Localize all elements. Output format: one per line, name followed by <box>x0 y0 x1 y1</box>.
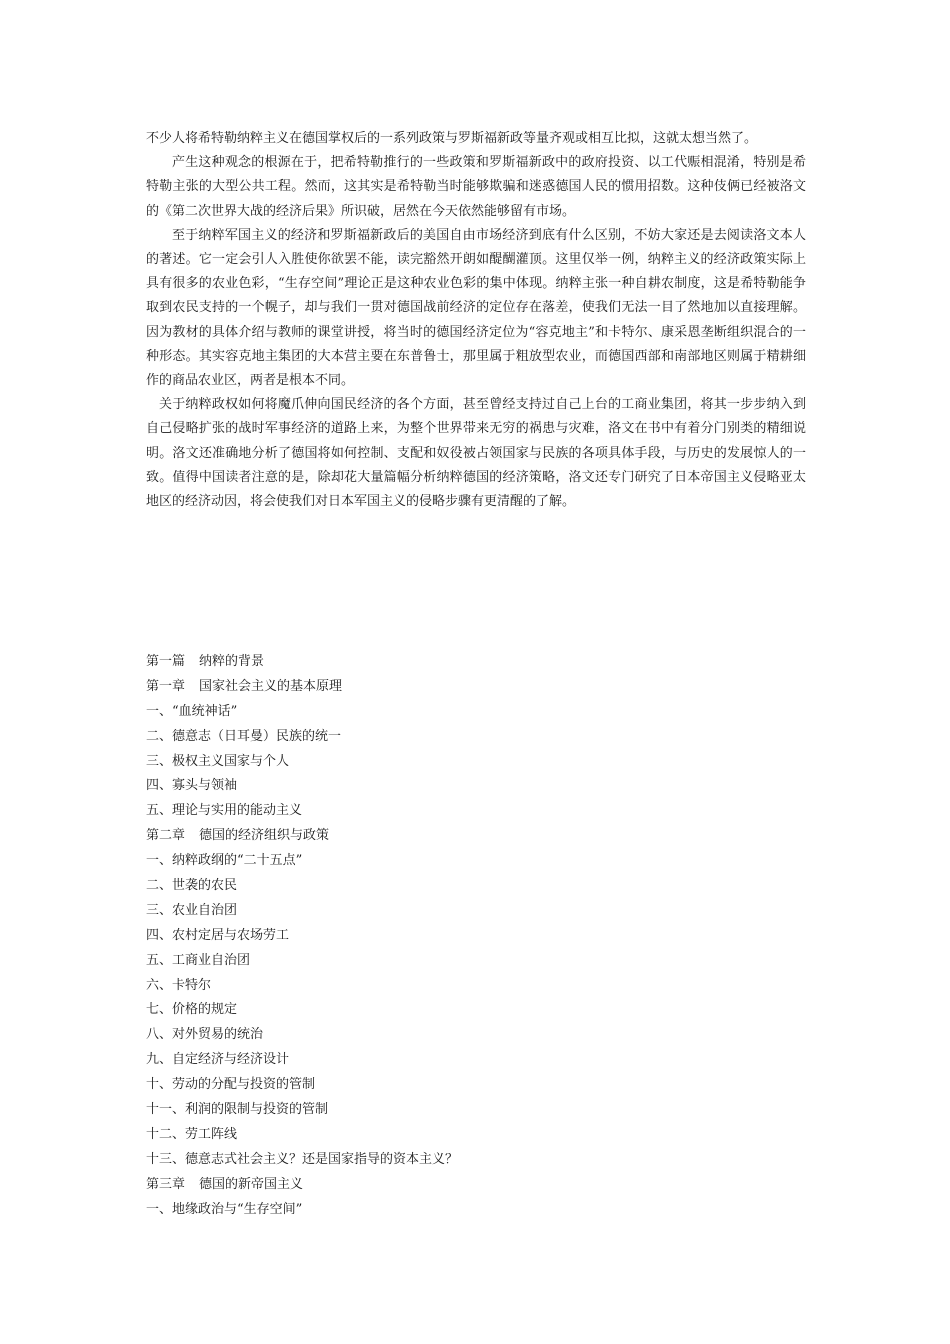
toc-number: 第二章 <box>146 828 186 844</box>
toc-number: 二、 <box>146 728 173 744</box>
toc-title: 德国的经济组织与政策 <box>199 828 330 844</box>
toc-item <box>146 700 806 725</box>
toc-number: 五、 <box>146 803 173 819</box>
toc-item <box>146 799 806 824</box>
toc-title: 价格的规定 <box>172 1002 238 1018</box>
toc-number: 一、 <box>146 853 173 869</box>
toc-item <box>146 1148 806 1173</box>
toc-title: 对外贸易的统治 <box>172 1027 264 1043</box>
toc-item <box>146 1198 806 1223</box>
toc-chapter-heading <box>146 675 806 700</box>
toc-item <box>146 949 806 974</box>
toc-number: 十一、 <box>146 1102 186 1118</box>
toc-number: 八、 <box>146 1027 173 1043</box>
toc-number: 五、 <box>146 952 173 968</box>
toc-title: 自定经济与经济设计 <box>172 1052 290 1068</box>
toc-title: 德意志（日耳曼）民族的统一 <box>172 728 342 744</box>
toc-title: 世袭的农民 <box>172 878 238 894</box>
toc-number: 十二、 <box>146 1126 186 1142</box>
toc-title: 地缘政治与“生存空间” <box>172 1201 303 1217</box>
toc-item <box>146 774 806 799</box>
toc-item <box>146 750 806 775</box>
toc-title: 劳工阵线 <box>185 1126 238 1142</box>
toc-title: 国家社会主义的基本原理 <box>199 678 343 694</box>
table-of-contents <box>146 650 806 1222</box>
toc-item <box>146 725 806 750</box>
toc-title: 德意志式社会主义？还是国家指导的资本主义？ <box>185 1151 459 1167</box>
toc-number: 四、 <box>146 778 173 794</box>
toc-item <box>146 1098 806 1123</box>
toc-title: 农业自治团 <box>172 902 238 918</box>
toc-number: 七、 <box>146 1002 173 1018</box>
toc-part-heading <box>146 650 806 675</box>
toc-title: 利润的限制与投资的管制 <box>185 1102 329 1118</box>
toc-item <box>146 974 806 999</box>
toc-number: 十、 <box>146 1077 173 1093</box>
toc-chapter-heading <box>146 824 806 849</box>
toc-item <box>146 998 806 1023</box>
toc-number: 三、 <box>146 902 173 918</box>
toc-title: 寡头与领袖 <box>172 778 238 794</box>
toc-item <box>146 899 806 924</box>
toc-title: 纳粹的背景 <box>199 654 265 669</box>
toc-number: 一、 <box>146 1201 173 1217</box>
toc-number: 三、 <box>146 753 173 769</box>
toc-item <box>146 1023 806 1048</box>
toc-item <box>146 924 806 949</box>
toc-title: 极权主义国家与个人 <box>172 753 290 769</box>
toc-number: 第一章 <box>146 678 186 694</box>
toc-number: 一、 <box>146 703 173 719</box>
toc-number: 第三章 <box>146 1176 186 1192</box>
toc-title: 农村定居与农场劳工 <box>172 927 290 943</box>
toc-item <box>146 849 806 874</box>
toc-title: 理论与实用的能动主义 <box>172 803 303 819</box>
toc-number: 九、 <box>146 1052 173 1068</box>
toc-number: 第一篇 <box>146 654 186 669</box>
toc-title: “血统神话” <box>172 703 238 719</box>
toc-number: 二、 <box>146 878 173 894</box>
preface-text <box>146 127 806 514</box>
toc-title: 工商业自治团 <box>172 952 251 968</box>
toc-title: 劳动的分配与投资的管制 <box>172 1077 316 1093</box>
toc-title: 纳粹政纲的“二十五点” <box>172 853 303 869</box>
paragraph-1: 不少人将希特勒纳粹主义在德国掌权后的一系列政策与罗斯福新政等量齐观或相互比拟，这就太想当然了。 <box>146 131 758 146</box>
toc-item <box>146 1073 806 1098</box>
toc-title: 德国的新帝国主义 <box>199 1176 304 1192</box>
toc-number: 四、 <box>146 927 173 943</box>
paragraph-2: 产生这种观念的根源在于，把希特勒推行的一些政策和罗斯福新政中的政府投资、以工代赈相混淆，特别是希特勒主张的大型公共工程。然而，这其实是希特勒当时能够欺骗和迷惑德国人民的惯用招数。这种伎俩已经被洛文的《第二次世界大战的经济后果》所识破，居然在今天依然能够留有市场。 <box>146 155 806 219</box>
toc-item <box>146 1048 806 1073</box>
toc-item <box>146 1123 806 1148</box>
toc-number: 六、 <box>146 977 173 993</box>
paragraph-3: 至于纳粹军国主义的经济和罗斯福新政后的美国自由市场经济到底有什么区别，不妨大家还是去阅读洛文本人的著述。它一定会引人入胜使你欲罢不能，读完豁然开朗如醍醐灌顶。这里仅举一例，纳粹主义的经济政策实际上具有很多的农业色彩，“生存空间”理论正是这种农业色彩的集中体现。纳粹主张一种自耕农制度，这是希特勒能争取到农民支持的一个幌子，却与我们一贯对德国战前经济的定位存在落差，使我们无法一目了然地加以直接理解。因为教材的具体介绍与教师的课堂讲授，将当时的德国经济定位为“容克地主”和卡特尔、康采恩垄断组织混合的一种形态。其实容克地主集团的大本营主要在东普鲁士，那里属于粗放型农业，而德国西部和南部地区则属于精耕细作的商品农业区，两者是根本不同。 <box>146 227 806 389</box>
toc-item <box>146 874 806 899</box>
toc-title: 卡特尔 <box>172 977 212 993</box>
toc-chapter-heading <box>146 1173 806 1198</box>
paragraph-4: 关于纳粹政权如何将魔爪伸向国民经济的各个方面，甚至曾经支持过自己上台的工商业集团，将其一步步纳入到自己侵略扩张的战时军事经济的道路上来，为整个世界带来无穷的祸患与灾难，洛文在书中有着分门别类的精细说明。洛文还准确地分析了德国将如何控制、支配和奴役被占领国家与民族的各项具体手段，与历史的发展惊人的一致。值得中国读者注意的是，除却花大量篇幅分析纳粹德国的经济策略，洛文还专门研究了日本帝国主义侵略亚太地区的经济动因，将会使我们对日本军国主义的侵略步骤有更清醒的了解。 <box>146 397 806 510</box>
toc-number: 十三、 <box>146 1151 186 1167</box>
